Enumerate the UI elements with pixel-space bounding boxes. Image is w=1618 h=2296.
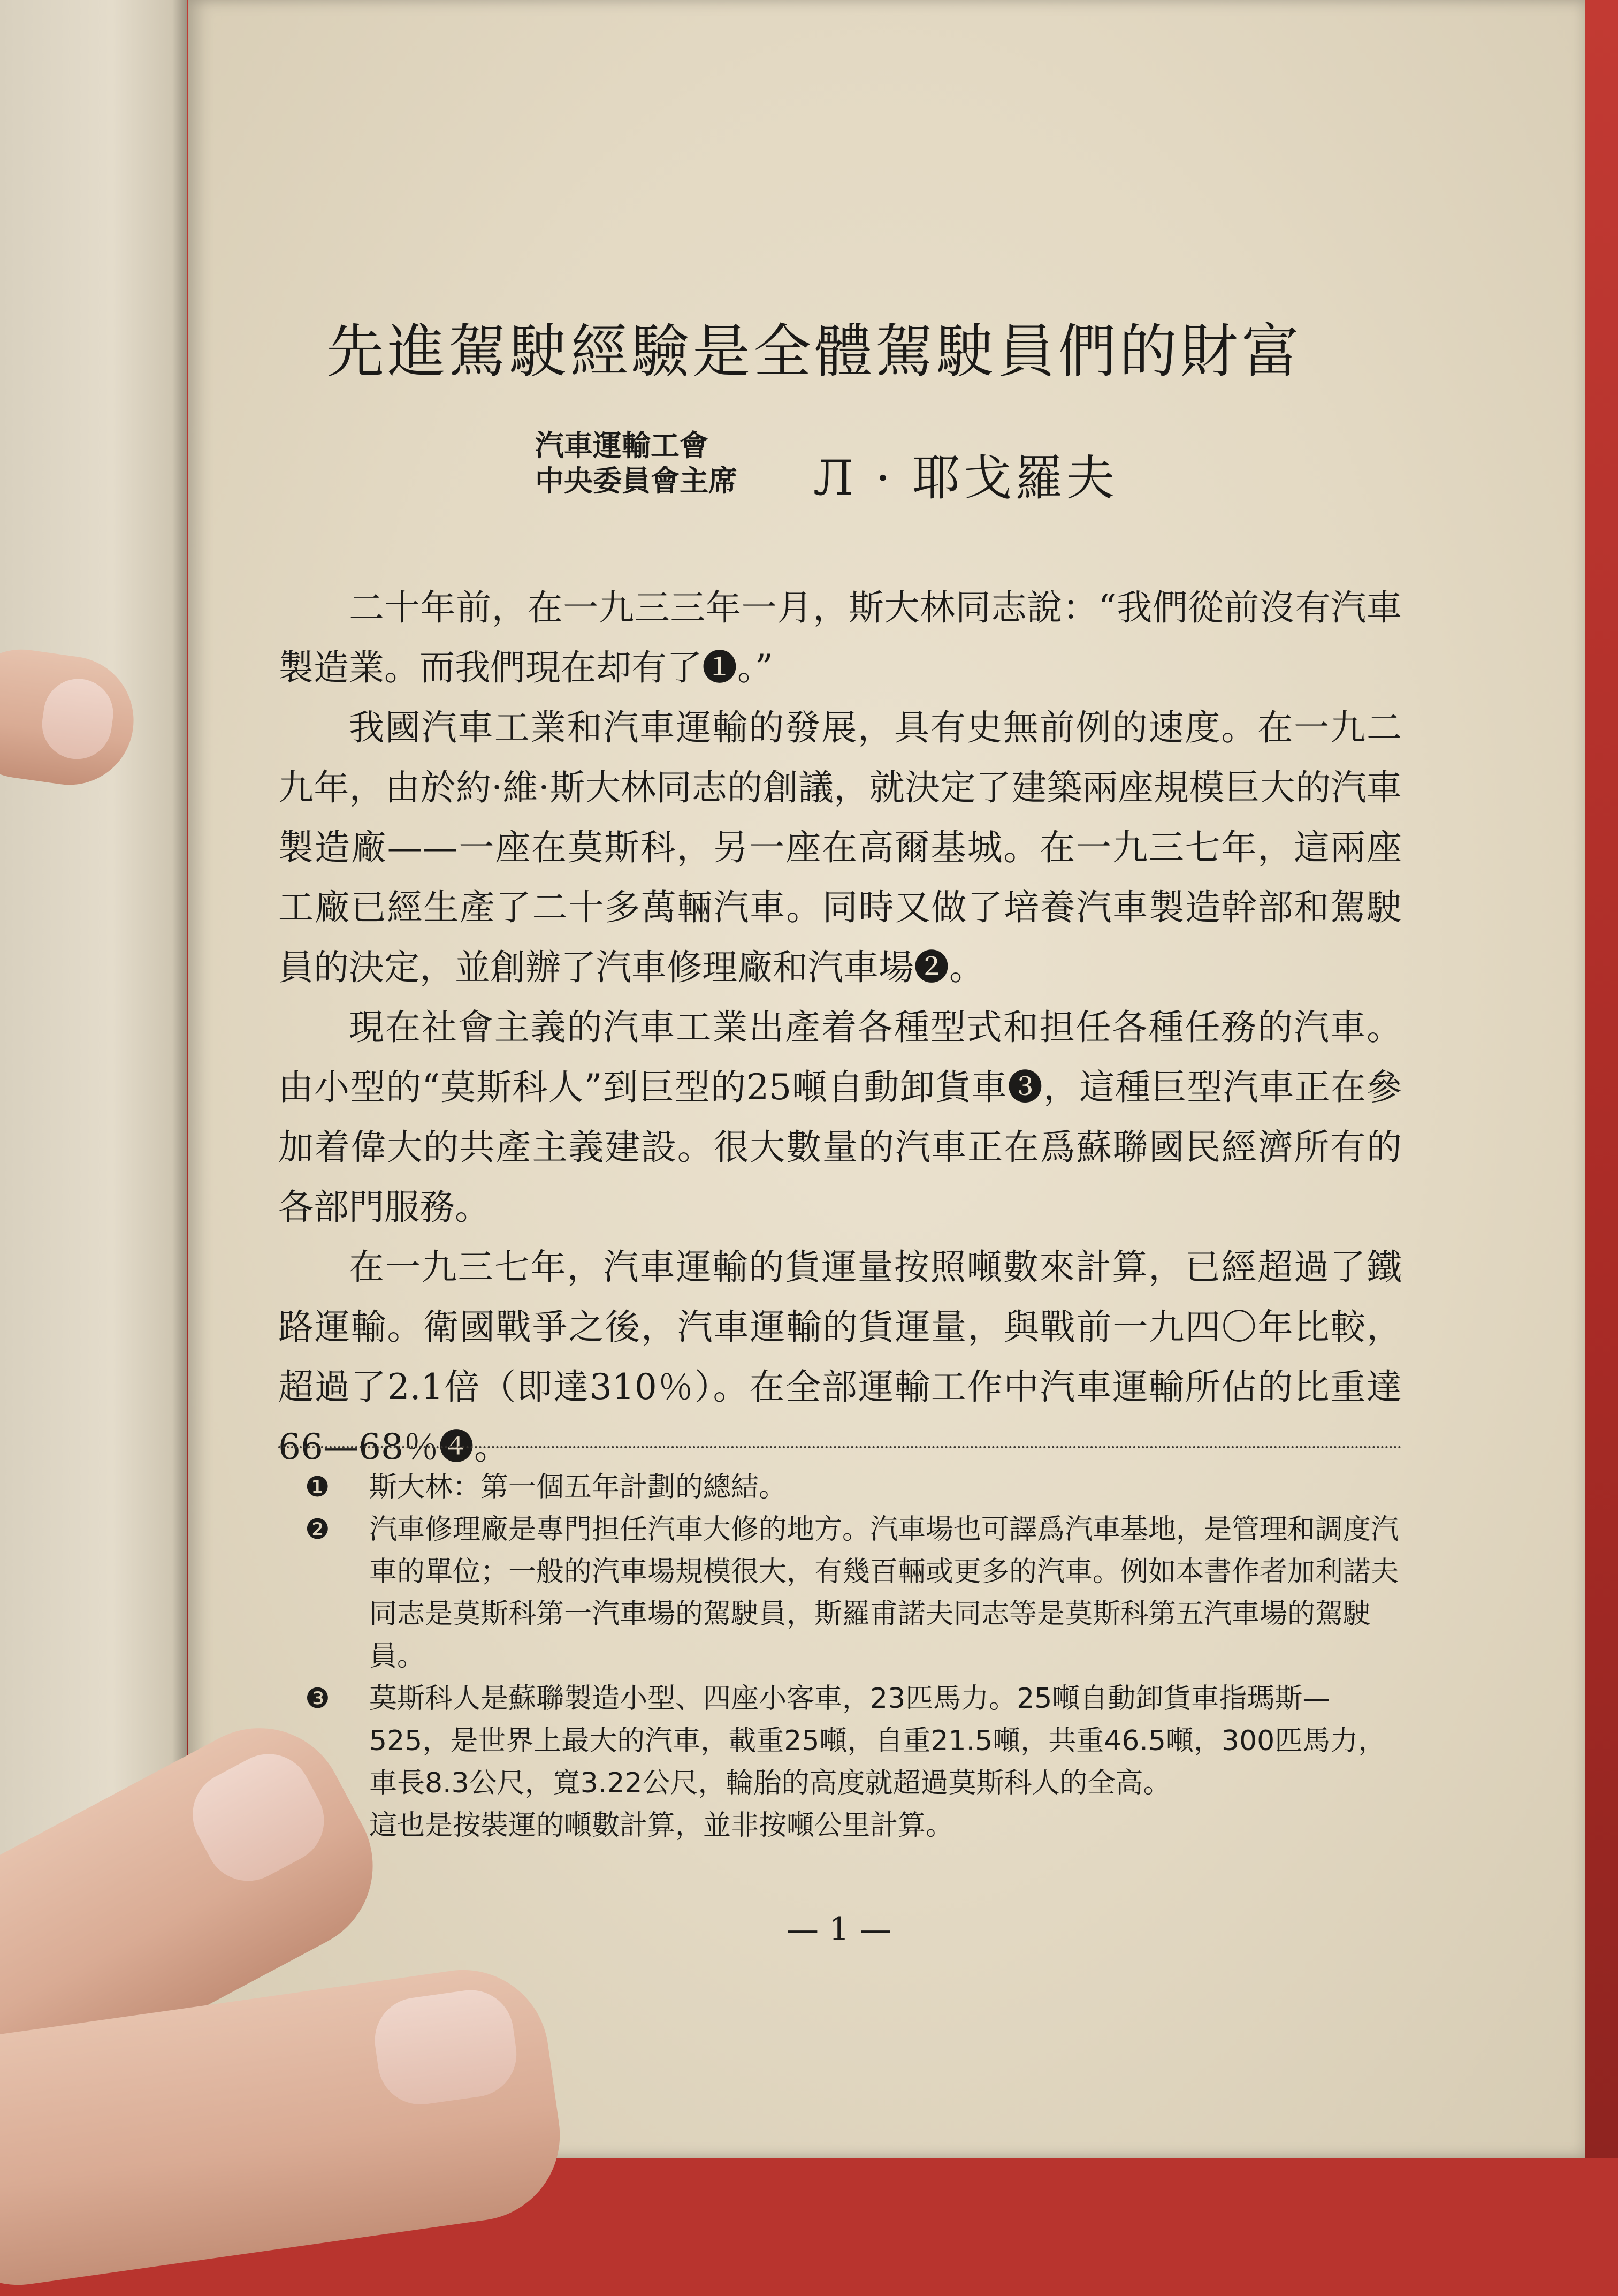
fingernail-upper: [37, 674, 118, 764]
author-org-line-2: 中央委員會主席: [535, 464, 737, 498]
fingernail-middle: [178, 1739, 339, 1896]
page-number: — 1 —: [787, 1911, 892, 1948]
footnote-4: [369, 1805, 1407, 1847]
footnote-text: 汽車修理廠是專門担任汽車大修的地方。汽車場也可譯爲汽車基地，是管理和調度汽車的單位；一般的汽車場規模很大，有幾百輛或更多的汽車。例如本書作者加利諾夫同志是莫斯科第一汽車場的駕駛員，斯羅甫諾夫同志等是莫斯科第五汽車場的駕駛員。: [369, 1514, 1399, 1672]
footnote-3: [305, 1678, 1407, 1805]
footnote-divider: [278, 1446, 1402, 1454]
article-title: 先進駕駛經驗是全體駕駛員們的財富: [326, 318, 1303, 385]
footnote-text: 莫斯科人是蘇聯製造小型、四座小客車，23匹馬力。25噸自動卸貨車指瑪斯—525，是世界上最大的汽車，載重25噸，自重21.5噸，共重46.5噸，300匹馬力，車長8.3公尺，寬3.22公尺，輪胎的高度就超過莫斯科人的全高。: [369, 1683, 1386, 1799]
paragraph-4: 在一九三七年，汽車運輸的貨運量按照噸數來計算，已經超過了鐵路運輸。衛國戰爭之後，汽車運輸的貨運量，與戰前一九四〇年比較，超過了2.1倍（即達310％）。在全部運輸工作中汽車運輸所佔的比重達66—68％❹。: [278, 1246, 1402, 1468]
footnote-marker: ❸: [305, 1683, 330, 1715]
footnote-2: [305, 1509, 1407, 1678]
footnote-marker: ❷: [305, 1514, 330, 1546]
fingernail-lower: [369, 1985, 522, 2110]
paragraph-3: 現在社會主義的汽車工業出產着各種型式和担任各種任務的汽車。由小型的“莫斯科人”到巨型的25噸自動卸貨車❸，這種巨型汽車正在參加着偉大的共產主義建設。很大數量的汽車正在爲蘇聯國民經濟所有的各部門服務。: [278, 1007, 1402, 1228]
author-name: Л · 耶戈羅夫: [813, 450, 1118, 506]
footnote-marker: ❶: [305, 1471, 330, 1503]
paragraph-1: 二十年前，在一九三三年一月，斯大林同志說：“我們從前沒有汽車製造業。而我們現在却有了❶。”: [278, 587, 1402, 688]
paragraph-2: 我國汽車工業和汽車運輸的發展，具有史無前例的速度。在一九二九年，由於約·維·斯大林同志的創議，就決定了建築兩座規模巨大的汽車製造廠——一座在莫斯科，另一座在高爾基城。在一九三七年，這兩座工廠已經生產了二十多萬輛汽車。同時又做了培養汽車製造幹部和駕駛員的決定，並創辦了汽車修理廠和汽車場❷。: [278, 707, 1402, 988]
footnote-1: [305, 1466, 1407, 1509]
author-organization: [535, 428, 737, 499]
article-body: [278, 578, 1402, 1477]
footnote-text: 斯大林：第一個五年計劃的總結。: [369, 1471, 787, 1503]
author-org-line-1: 汽車運輸工會: [535, 429, 708, 462]
footnotes: [305, 1466, 1407, 1847]
footnote-text: 這也是按裝運的噸數計算，並非按噸公里計算。: [369, 1810, 954, 1842]
